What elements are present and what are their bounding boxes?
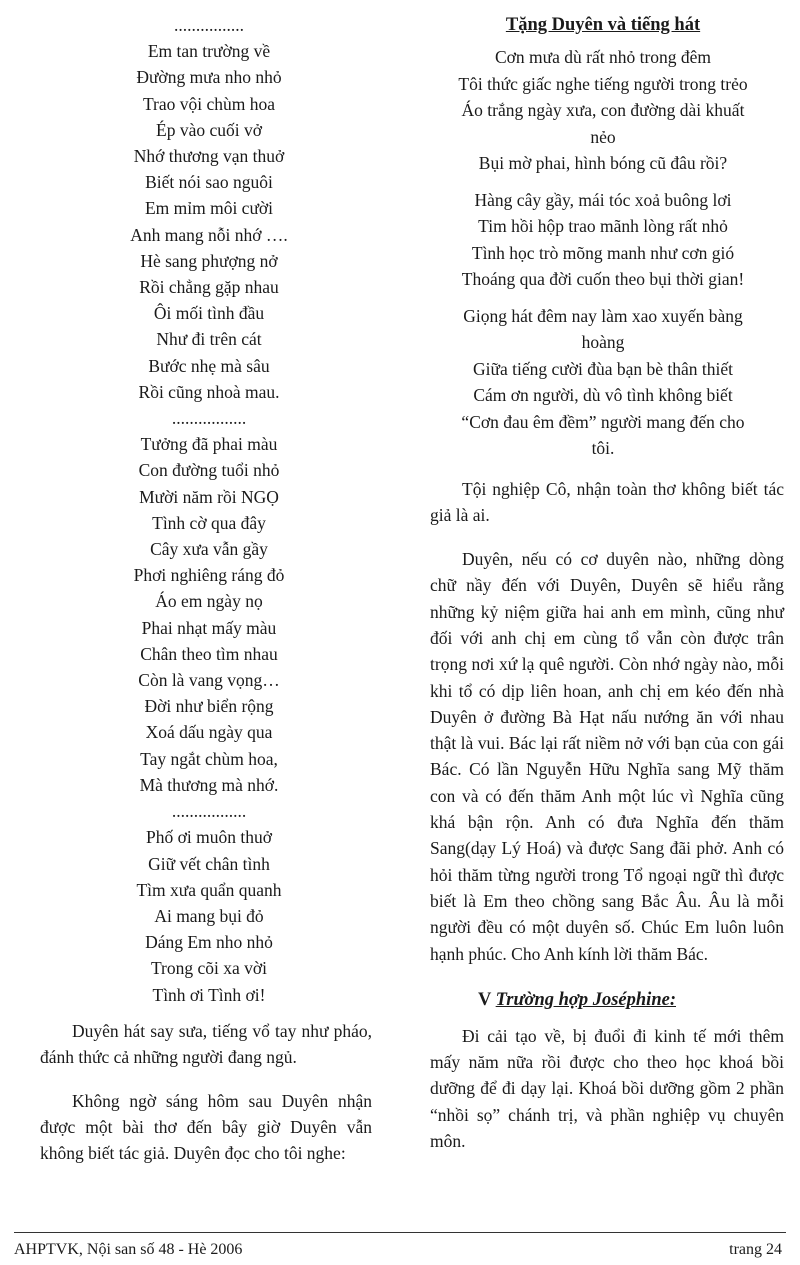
poem-line: Bước nhẹ mà sâu xyxy=(148,355,270,376)
poem-line: Em tan trường về xyxy=(147,41,271,62)
section-heading xyxy=(420,987,786,1013)
poem-line: Thoáng qua đời cuốn theo bụi thời gian! xyxy=(461,269,745,289)
poem-line: Rồi cũng nhoà mau. xyxy=(138,381,280,402)
poem-title: Tặng Duyên và tiếng hát xyxy=(505,15,701,35)
poem-line: “Cơn đau êm đềm” người mang đến cho xyxy=(461,411,745,432)
section-number: V xyxy=(478,989,492,1010)
footer-publication: AHPTVK, Nội san số 48 - Hè 2006 xyxy=(14,1241,243,1258)
poem-line: Phơi nghiêng ráng đỏ xyxy=(133,565,285,586)
poem-line: Em mỉm môi cười xyxy=(144,198,274,219)
poem-line: Rồi chẳng gặp nhau xyxy=(139,277,279,298)
poem-line: tôi. xyxy=(591,438,615,458)
paragraph: Không ngờ sáng hôm sau Duyên nhận được một bài thơ đến bây giờ Duyên vẫn không biết tác giả. Duyên đọc cho tôi nghe: xyxy=(40,1090,372,1163)
poem-line: Như đi trên cát xyxy=(156,329,262,350)
poem-right xyxy=(420,44,786,462)
poem-line: Giữ vết chân tình xyxy=(148,853,270,874)
poem-line: Ai mang bụi đỏ xyxy=(154,905,264,926)
stanza-separator: ................. xyxy=(171,801,247,822)
poem-line: Tình ơi Tình ơi! xyxy=(152,984,266,1005)
poem-line: Xoá dấu ngày qua xyxy=(145,722,273,743)
poem-line: Phố ơi muôn thuở xyxy=(146,827,272,848)
poem-line: nẻo xyxy=(590,126,616,147)
poem-left xyxy=(0,12,400,1008)
poem-line: Tình cờ qua đây xyxy=(152,512,266,533)
left-column xyxy=(0,12,400,1166)
poem-line: Giữa tiếng cười đùa bạn bè thân thiết xyxy=(472,358,734,379)
poem-line: Biết nói sao nguôi xyxy=(145,172,273,193)
poem-line: Mà thương mà nhớ. xyxy=(139,774,279,795)
poem-stanza xyxy=(420,187,786,293)
poem-line: Mười năm rồi NGỌ xyxy=(139,486,279,507)
poem-line: Tôi thức giấc nghe tiếng người trong trẻo xyxy=(458,73,748,94)
paragraph: Duyên, nếu có cơ duyên nào, những dòng chữ nầy đến với Duyên, Duyên sẽ hiểu rằng những kỷ niệm giữa hai anh em mình, cũng như đối với anh chị em cùng tổ vẫn còn được trân trọng nơi xứ lạ quê người. Còn nhớ ngày nào, mỗi khi tổ có dịp liên hoan, anh chị em kéo đến nhà Duyên ở đường Bà Hạt nấu nướng ăn với nhau thật là vui. Bác lại rất niềm nở với bạn của con gái Bác. Có lần Nguyễn Hữu Nghĩa sang Mỹ thăm con và có đến thăm Anh một lúc vì Nghĩa cũng khá bận rộn. Anh có đưa Nghĩa đến thăm Sang(dạy Lý Hoá) và được Sang đãi phở. Anh có hỏi thăm từng người trong Tổ ngoại ngữ thì được biết là Em theo chồng sang Bắc Âu. Âu là mỗi người đều có một duyên số. Chúc Em luôn luôn hạnh phúc. Cho Anh kính lời thăm Bác. xyxy=(430,549,784,964)
poem-line: Ép vào cuối vở xyxy=(156,119,262,140)
poem-line: Ôi mối tình đầu xyxy=(153,303,265,324)
paragraph: Đi cải tạo về, bị đuổi đi kinh tế mới thêm mấy năm nữa rồi được cho theo học khoá bồi dưỡng để đi dạy lại. Khoá bồi dưỡng gồm 2 phần “nhồi sọ” chánh trị, và phần nghiệp vụ chuyên môn. xyxy=(430,1025,784,1152)
paragraph: Tội nghiệp Cô, nhận toàn thơ không biết tác giả là ai. xyxy=(430,478,784,525)
section-title: Trường hợp Joséphine: xyxy=(495,989,676,1010)
footer-page-number: trang 24 xyxy=(729,1241,782,1258)
poem-line: Tim hồi hộp trao mãnh lòng rất nhỏ xyxy=(478,216,728,236)
poem-stanza xyxy=(420,303,786,462)
poem-line: Tưởng đã phai màu xyxy=(140,434,278,455)
poem-line: Anh mang nỗi nhớ …. xyxy=(130,224,288,245)
poem-line: hoàng xyxy=(581,332,625,352)
right-column xyxy=(420,12,786,1154)
poem-line: Tìm xưa quẩn quanh xyxy=(136,879,282,900)
poem-line: Còn là vang vọng… xyxy=(138,670,280,691)
poem-line: Phai nhạt mấy màu xyxy=(141,617,277,638)
poem-line: Tình học trò mõng manh như cơn gió xyxy=(471,242,735,263)
poem-line: Bụi mờ phai, hình bóng cũ đâu rồi? xyxy=(478,153,728,173)
footer-divider xyxy=(14,1232,786,1233)
poem-line: Áo em ngày nọ xyxy=(155,591,263,612)
poem-line: Hàng cây gầy, mái tóc xoả buông lơi xyxy=(474,189,732,210)
poem-line: Áo trắng ngày xưa, con đường dài khuất xyxy=(461,100,745,120)
poem-line: Cám ơn người, dù vô tình không biết xyxy=(473,385,733,405)
poem-line: Trao vội chùm hoa xyxy=(142,93,276,114)
stanza-separator: ................ xyxy=(174,15,244,35)
poem-line: Nhớ thương vạn thuở xyxy=(133,146,285,167)
poem-line: Cây xưa vẫn gầy xyxy=(150,539,268,560)
poem-line: Chân theo tìm nhau xyxy=(140,643,278,664)
poem-line: Đời như biển rộng xyxy=(144,696,274,717)
poem-line: Con đường tuổi nhỏ xyxy=(138,460,280,481)
poem-line: Giọng hát đêm nay làm xao xuyến bàng xyxy=(463,305,743,326)
poem-line: Hè sang phượng nở xyxy=(140,250,278,271)
poem-line: Tay ngắt chùm hoa, xyxy=(140,748,278,769)
poem-line: Dáng Em nho nhỏ xyxy=(145,932,273,953)
paragraph: Duyên hát say sưa, tiếng vổ tay như pháo, đánh thức cả những người đang ngủ. xyxy=(40,1020,372,1067)
stanza-separator: ................. xyxy=(171,408,247,429)
poem-stanza xyxy=(420,44,786,177)
poem-line: Trong cõi xa vời xyxy=(150,958,268,979)
poem-line: Cơn mưa dù rất nhỏ trong đêm xyxy=(494,47,712,67)
poem-line: Đường mưa nho nhỏ xyxy=(136,67,282,88)
